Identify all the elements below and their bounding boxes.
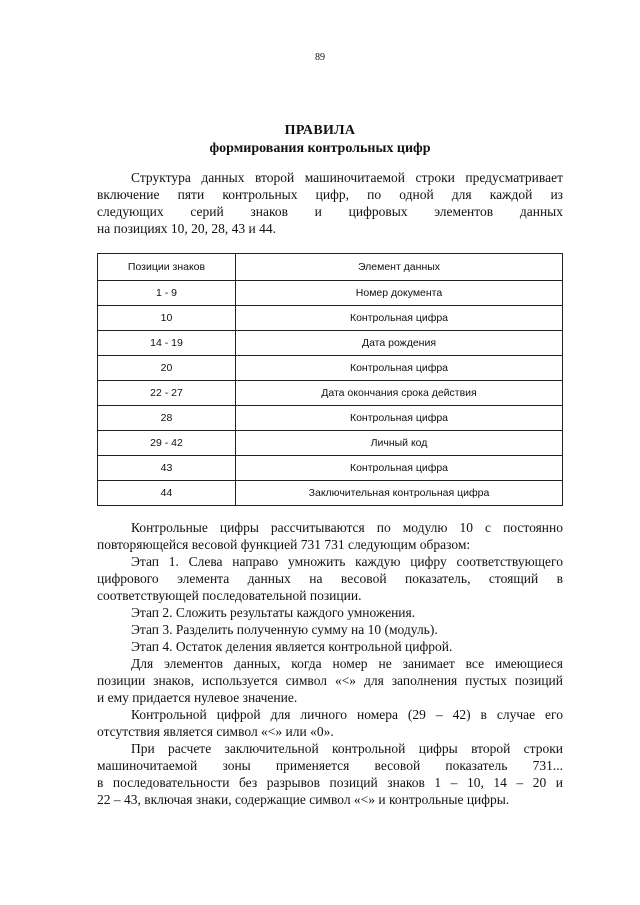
document-title: ПРАВИЛА bbox=[284, 123, 356, 138]
cell-element: Дата окончания срока действия bbox=[236, 381, 563, 406]
cell-positions: 10 bbox=[98, 306, 236, 331]
cell-positions: 28 bbox=[98, 406, 236, 431]
body-text bbox=[97, 519, 563, 808]
body-line: Для элементов данных, когда номер не занимает все имеющиеся bbox=[131, 656, 563, 671]
body-line: 22 – 43, включая знаки, содержащие символ «<» и контрольные цифры. bbox=[97, 792, 510, 807]
table-row bbox=[98, 331, 563, 356]
body-line: Этап 1. Слева направо умножить каждую цифру соответствующего bbox=[131, 554, 563, 569]
intro-line: следующих серий знаков и цифровых элементов данных bbox=[97, 204, 563, 219]
table-header-row bbox=[98, 254, 563, 281]
body-line: Этап 2. Сложить результаты каждого умножения. bbox=[131, 605, 416, 620]
cell-element: Личный код bbox=[236, 431, 563, 456]
table-row bbox=[98, 381, 563, 406]
document-subtitle: формирования контрольных цифр bbox=[209, 141, 431, 156]
body-line: Этап 4. Остаток деления является контрольной цифрой. bbox=[131, 639, 453, 654]
cell-element: Номер документа bbox=[236, 281, 563, 306]
cell-positions: 20 bbox=[98, 356, 236, 381]
cell-element: Дата рождения bbox=[236, 331, 563, 356]
intro-line: включение пяти контрольных цифр, по одной для каждой из bbox=[97, 187, 563, 202]
page-number: 89 bbox=[315, 52, 325, 63]
body-line: машиночитаемой зоны применяется весовой показатель 731... bbox=[97, 758, 563, 773]
intro-paragraph bbox=[97, 169, 563, 237]
table-row bbox=[98, 306, 563, 331]
body-line: позиции знаков, используется символ «<» для заполнения пустых позиций bbox=[97, 673, 563, 688]
table-row bbox=[98, 406, 563, 431]
table-row bbox=[98, 456, 563, 481]
table-row bbox=[98, 281, 563, 306]
header-positions: Позиции знаков bbox=[98, 254, 236, 281]
cell-element: Заключительная контрольная цифра bbox=[236, 481, 563, 506]
positions-table bbox=[97, 253, 563, 506]
cell-positions: 43 bbox=[98, 456, 236, 481]
body-line: Контрольной цифрой для личного номера (29 – 42) в случае его bbox=[131, 707, 563, 722]
cell-positions: 22 - 27 bbox=[98, 381, 236, 406]
body-line: При расчете заключительной контрольной цифры второй строки bbox=[131, 741, 563, 756]
body-line: Контрольные цифры рассчитываются по модулю 10 с постоянно bbox=[131, 520, 563, 535]
cell-element: Контрольная цифра bbox=[236, 306, 563, 331]
body-line: Этап 3. Разделить полученную сумму на 10 (модуль). bbox=[131, 622, 438, 637]
cell-element: Контрольная цифра bbox=[236, 456, 563, 481]
cell-positions: 44 bbox=[98, 481, 236, 506]
body-line: в последовательности без разрывов позиций знаков 1 – 10, 14 – 20 и bbox=[97, 775, 563, 790]
body-line: и ему придается нулевое значение. bbox=[97, 690, 298, 705]
cell-positions: 29 - 42 bbox=[98, 431, 236, 456]
body-line: отсутствия является символ «<» или «0». bbox=[97, 724, 334, 739]
header-element: Элемент данных bbox=[236, 254, 563, 281]
body-line: повторяющейся весовой функцией 731 731 следующим образом: bbox=[97, 537, 471, 552]
table-row bbox=[98, 356, 563, 381]
table-row bbox=[98, 481, 563, 506]
cell-positions: 14 - 19 bbox=[98, 331, 236, 356]
intro-line: на позициях 10, 20, 28, 43 и 44. bbox=[97, 221, 277, 236]
cell-element: Контрольная цифра bbox=[236, 406, 563, 431]
body-line: цифрового элемента данных на весовой показатель, стоящий в bbox=[97, 571, 563, 586]
table-row bbox=[98, 431, 563, 456]
cell-element: Контрольная цифра bbox=[236, 356, 563, 381]
body-line: соответствующей последовательной позиции. bbox=[97, 588, 362, 603]
cell-positions: 1 - 9 bbox=[98, 281, 236, 306]
intro-line: Структура данных второй машиночитаемой строки предусматривает bbox=[131, 170, 563, 185]
